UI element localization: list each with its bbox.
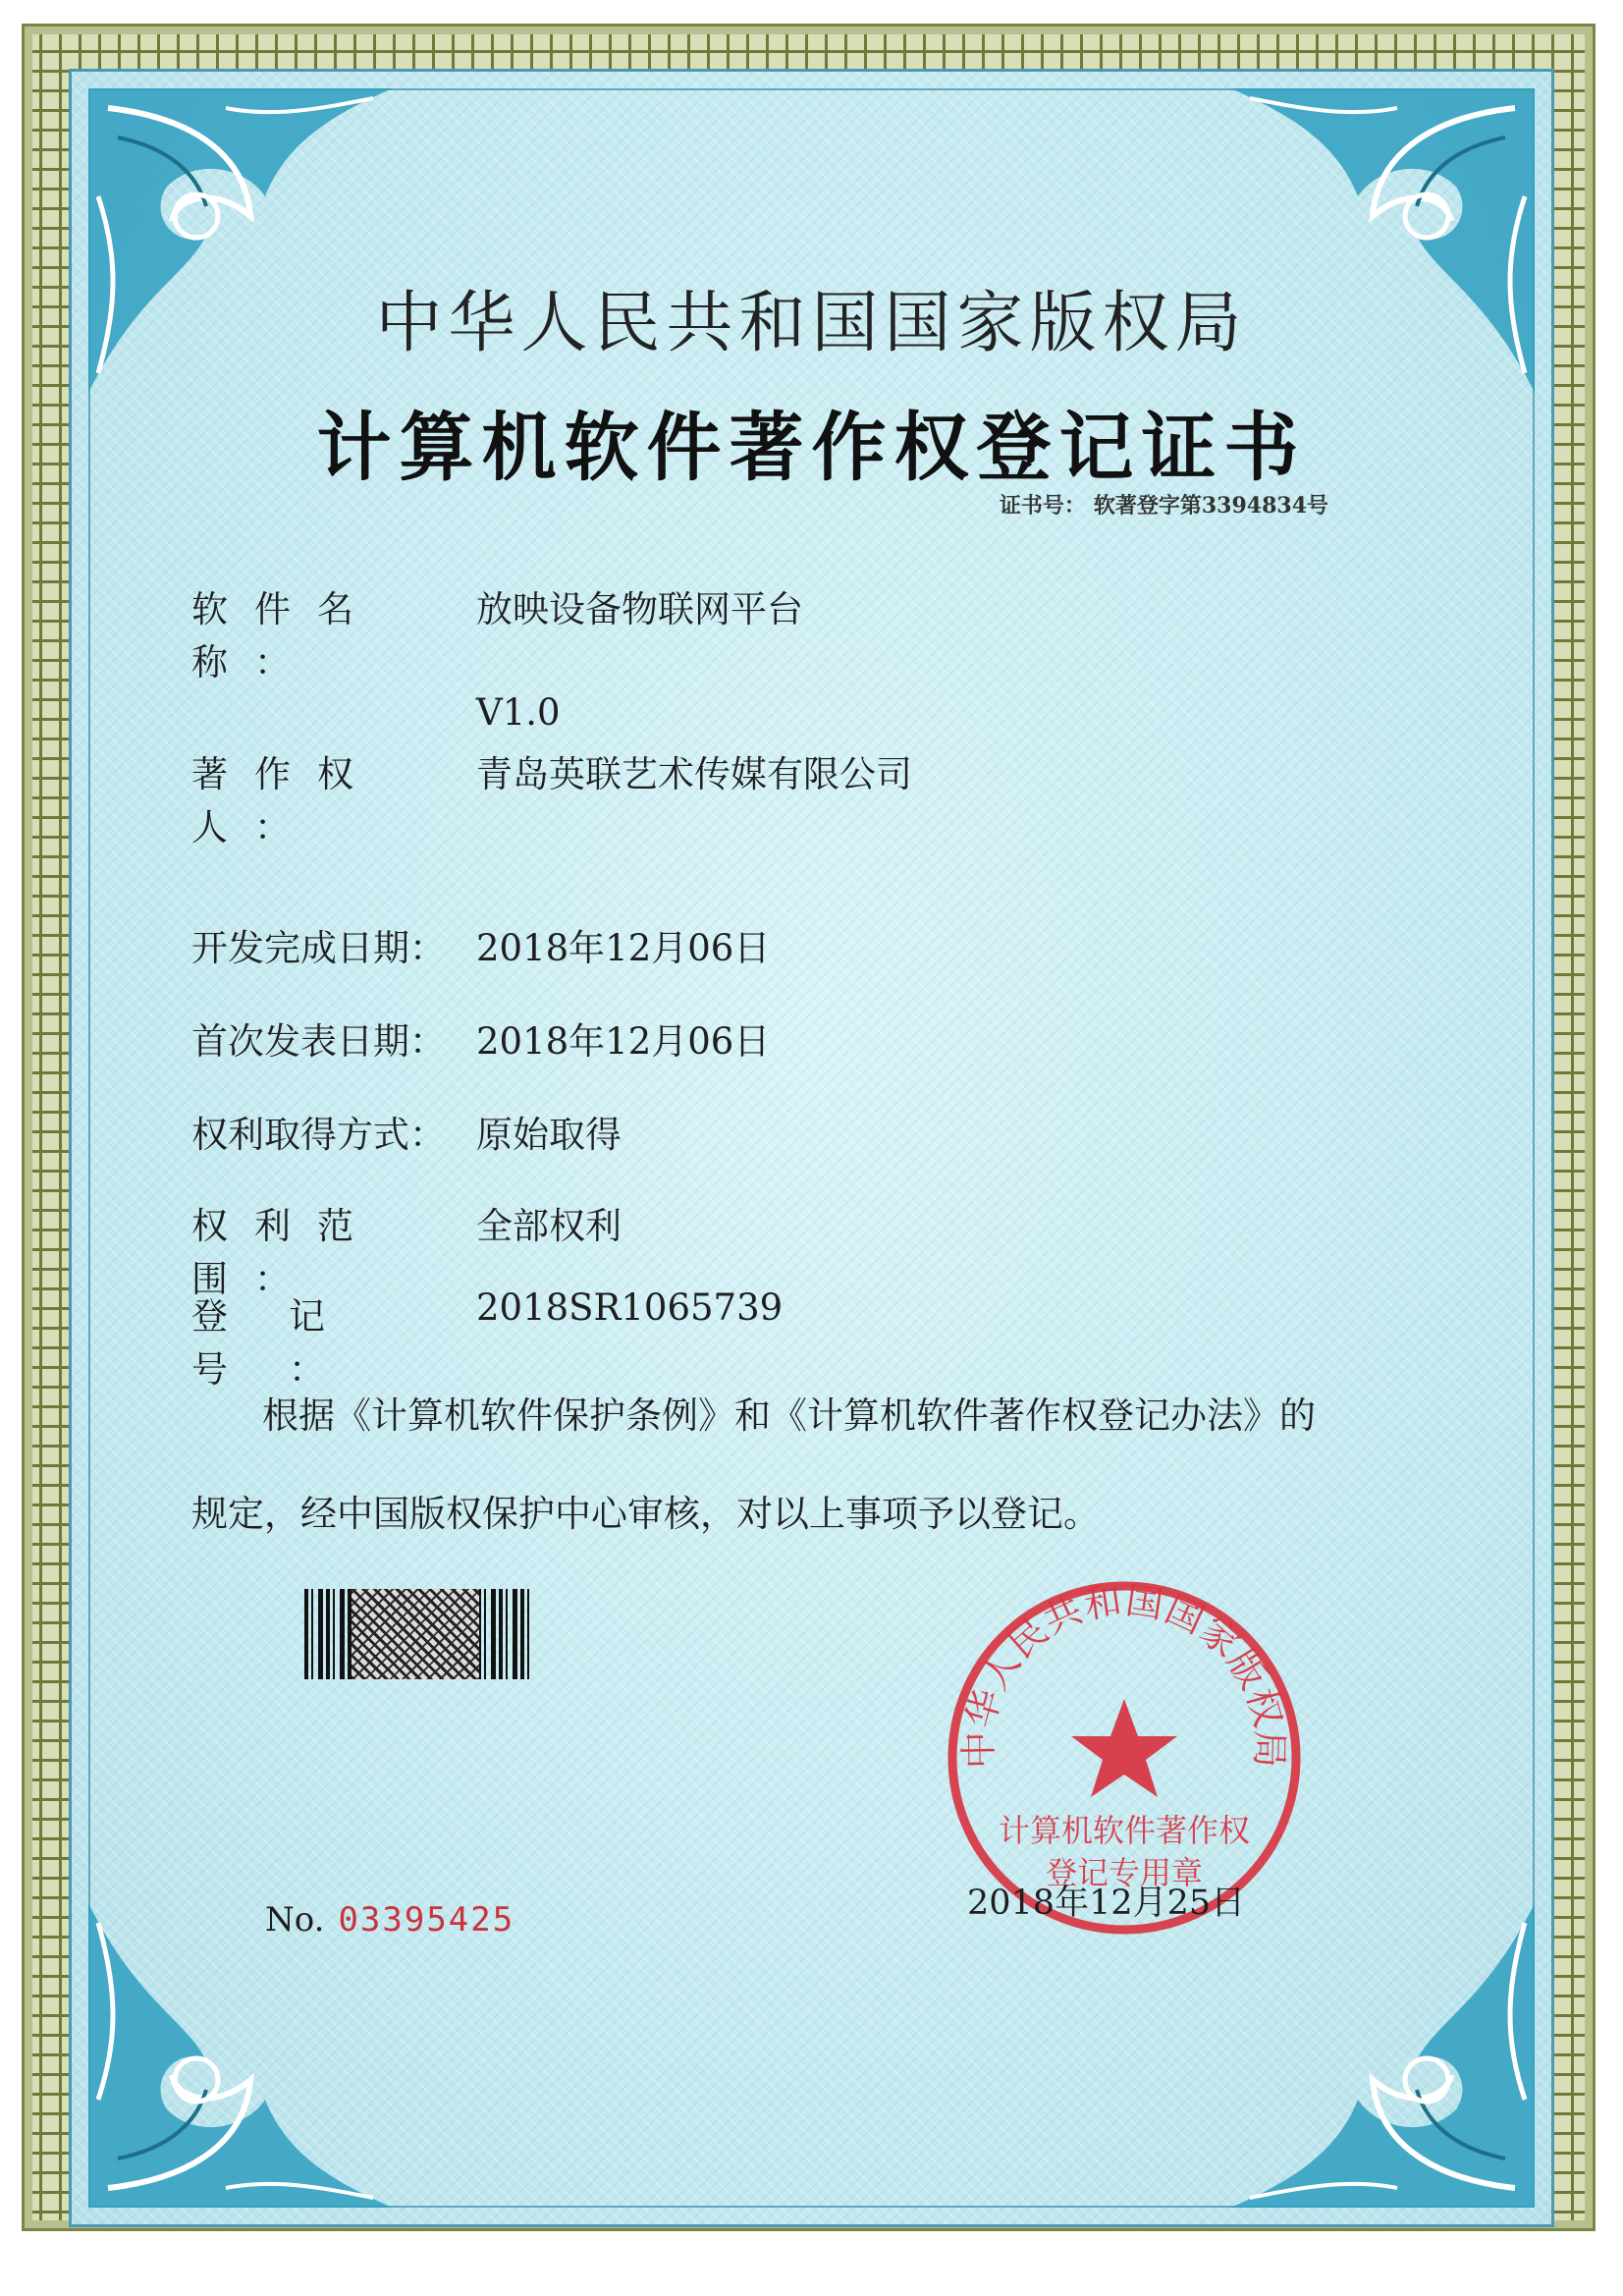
- barcode-2d-block: [352, 1589, 479, 1679]
- acquisition-method-value: 原始取得: [476, 1114, 622, 1156]
- field-label: 登记号：: [191, 1295, 386, 1391]
- seal-star-icon: [1071, 1699, 1177, 1797]
- software-version-value: V1.0: [476, 691, 561, 734]
- field-label: 权利范围：: [191, 1205, 380, 1300]
- certificate-number-label: 证书号：: [999, 493, 1086, 519]
- field-completion-date: [191, 918, 770, 971]
- certificate-number: [992, 489, 1328, 519]
- barcode: [304, 1589, 530, 1679]
- seal-center-line-2: 登记专用章: [1045, 1854, 1204, 1891]
- serial-prefix: No.: [265, 1900, 325, 1940]
- certificate-title: 计算机软件著作权登记证书: [316, 404, 1307, 491]
- corner-scroll-ornament-bottom-left: [79, 1893, 403, 2217]
- registration-no-value: 2018SR1065739: [476, 1286, 784, 1329]
- first-publication-date-value: 2018年12月06日: [476, 1020, 771, 1063]
- statement-line-2: 规定，经中国版权保护中心审核，对以上事项予以登记。: [191, 1493, 1100, 1535]
- statement-line-1: 根据《计算机软件保护条例》和《计算机软件著作权登记办法》的: [262, 1394, 1316, 1437]
- seal-arc-text: 中华人民共和国国家版权局: [956, 1578, 1292, 1770]
- serial-number: [265, 1900, 514, 1940]
- issue-date: 2018年12月25日: [967, 1884, 1246, 1923]
- field-label: 权利取得方式：: [191, 1114, 446, 1156]
- certificate-number-value: 软著登字第3394834号: [1093, 493, 1328, 519]
- completion-date-value: 2018年12月06日: [476, 927, 771, 969]
- field-label: 软件名称：: [191, 588, 380, 683]
- field-software-name: [191, 579, 803, 734]
- field-acquisition-method: [191, 1105, 622, 1158]
- copyright-holder-value: 青岛英联艺术传媒有限公司: [476, 753, 912, 795]
- field-copyright-holder: [191, 744, 912, 850]
- statement-paragraph: [191, 1367, 1429, 1563]
- issuer-heading: 中华人民共和国国家版权局: [375, 285, 1248, 362]
- rights-scope-value: 全部权利: [476, 1205, 622, 1247]
- field-label: 著作权人：: [191, 753, 380, 848]
- seal-center-line-1: 计算机软件著作权: [998, 1812, 1251, 1849]
- field-label: 开发完成日期：: [191, 927, 446, 969]
- serial-number-value: 03395425: [338, 1900, 515, 1940]
- field-first-publication-date: [191, 1011, 770, 1065]
- field-label: 首次发表日期：: [191, 1020, 446, 1063]
- software-name-value: 放映设备物联网平台: [476, 588, 803, 630]
